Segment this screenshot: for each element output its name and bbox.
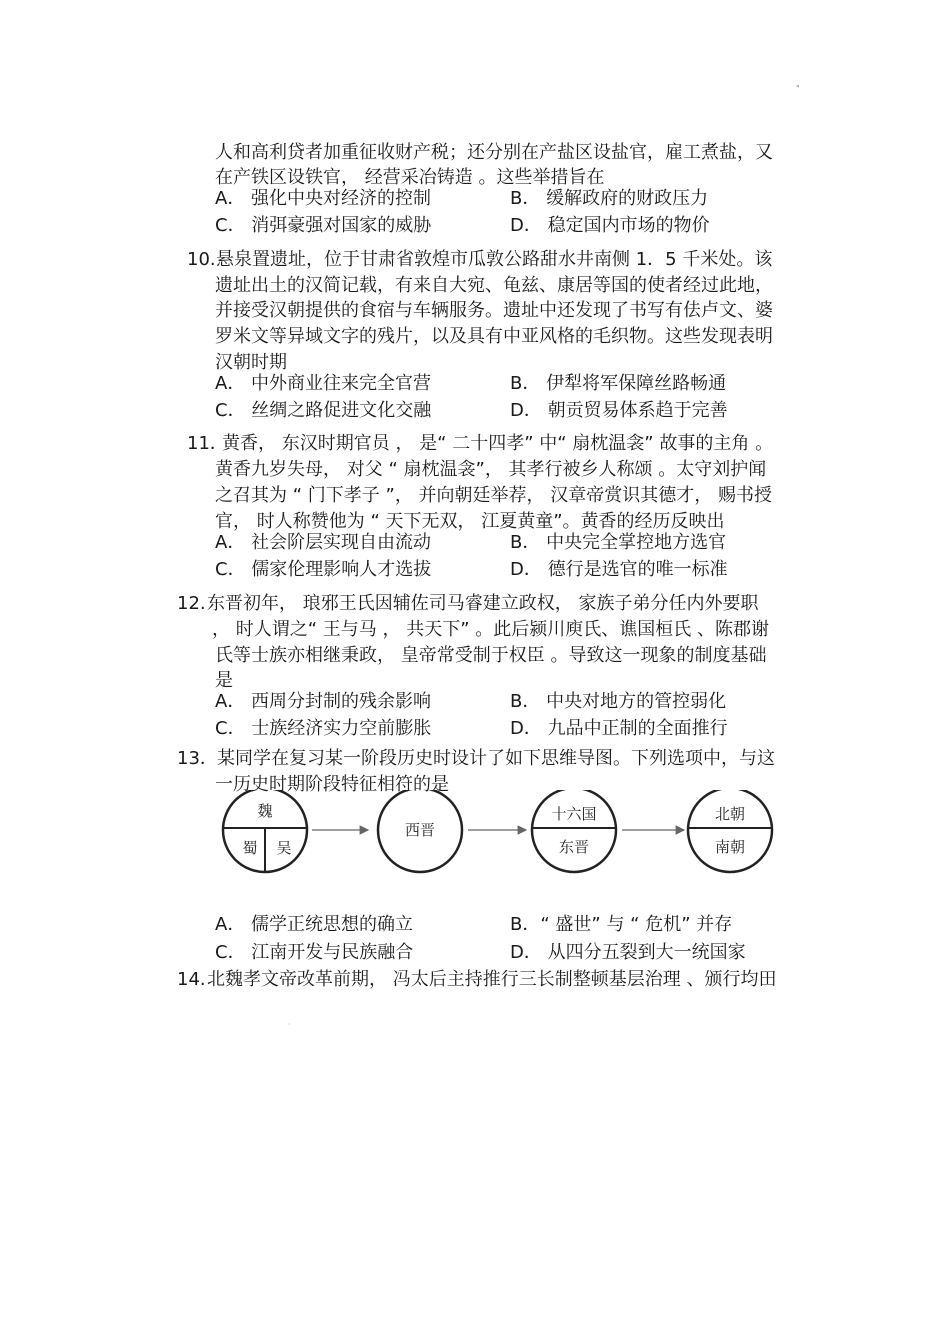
q11-option-b: B． 中央完全掌控地方选官 [510, 532, 727, 553]
circle-northern-southern [688, 790, 772, 872]
q12-line-4: 是 [215, 670, 233, 691]
q9-line-1: 人和高利贷者加重征收财产税；还分别在产盐区设盐官，雇工煮盐，又 [215, 142, 773, 163]
q12-option-b: B． 中央对地方的管控弱化 [510, 691, 727, 712]
q10-line-1: 悬泉置遗址，位于甘肃省敦煌市瓜敦公路甜水井南侧 1．5 千米处。该 [216, 249, 773, 270]
q10-line-4: 罗米文等异域文字的残片，以及具有中亚风格的毛织物。这些发现表明 [215, 326, 773, 347]
label-wu: 吴 [276, 839, 292, 857]
circle-sixteen-kingdoms [532, 790, 616, 872]
q9-option-a: A． 强化中央对经济的控制 [215, 188, 432, 209]
q13-option-b: B．“ 盛世” 与 “ 危机” 并存 [510, 914, 733, 935]
q12-option-a: A． 西周分封制的残余影响 [215, 691, 432, 712]
q10-option-a: A． 中外商业往来完全官营 [215, 373, 432, 394]
q12-option-d: D． 九品中正制的全面推行 [510, 718, 728, 739]
q12-line-2: ， 时人谓之“ 王与马 ， 共天下” 。此后颍川庾氏、谯国桓氏 、陈郡谢 [212, 619, 769, 640]
q13-line-2: 一历史时期阶段特征相符的是 [215, 774, 449, 795]
q11-option-d: D． 德行是选官的唯一标准 [510, 559, 728, 580]
label-shu: 蜀 [242, 839, 258, 857]
q13-option-a: A． 儒学正统思想的确立 [215, 914, 414, 935]
label-wei: 魏 [257, 802, 273, 820]
circle-three-kingdoms [223, 790, 307, 872]
q13-option-c: C． 江南开发与民族融合 [215, 942, 414, 963]
q10-line-5: 汉朝时期 [215, 352, 287, 373]
q11-line-4: 官， 时人称赞他为 “ 天下无双， 江夏黄童”。黄香的经历反映出 [215, 511, 725, 532]
label-eastern-jin: 东晋 [558, 838, 590, 856]
q11-number: 11． [187, 433, 228, 454]
stray-dot: · [288, 1020, 291, 1029]
q9-line-2: 在产铁区设铁官， 经营采冶铸造 。这些举措旨在 [215, 167, 605, 188]
label-sixteen-kingdoms: 十六国 [551, 805, 597, 823]
label-northern-dynasties: 北朝 [714, 805, 746, 823]
circle-western-jin [378, 790, 462, 872]
dynasty-mind-map [210, 790, 790, 880]
page-corner-mark: " [796, 84, 800, 93]
q11-option-a: A． 社会阶层实现自由流动 [215, 532, 432, 553]
q11-line-1: 黄香， 东汉时期官员 ， 是“ 二十四孝” 中“ 扇枕温衾” 故事的主角 。 [222, 433, 774, 454]
q13-option-d: D． 从四分五裂到大一统国家 [510, 942, 746, 963]
q9-option-b: B． 缓解政府的财政压力 [510, 188, 709, 209]
q11-line-3: 之召其为 “ 门下孝子 ”， 并向朝廷举荐， 汉章帝赏识其德才， 赐书授 [215, 485, 772, 506]
q10-option-c: C． 丝绸之路促进文化交融 [215, 400, 432, 421]
q10-line-2: 遗址出土的汉简记载，有来自大宛、龟兹、康居等国的使者经过此地， [215, 275, 773, 296]
q9-option-d: D． 稳定国内市场的物价 [510, 215, 710, 236]
q10-number: 10. [187, 249, 216, 270]
q10-line-3: 并接受汉朝提供的食宿与车辆服务。遗址中还发现了书写有佉卢文、婆 [215, 300, 773, 321]
q10-option-b: B． 伊犁将军保障丝路畅通 [510, 373, 727, 394]
q13-line-1: 某同学在复习某一阶段历史时设计了如下思维导图。下列选项中，与这 [217, 748, 775, 769]
q11-option-c: C． 儒家伦理影响人才选拔 [215, 559, 432, 580]
q13-number: 13． [177, 748, 218, 769]
q14-number: 14. [177, 969, 206, 990]
label-southern-dynasties: 南朝 [714, 838, 746, 856]
q11-line-2: 黄香九岁失母， 对父 “ 扇枕温衾”， 其孝行被乡人称颂 。太守刘护闻 [215, 459, 767, 480]
q12-option-c: C． 士族经济实力空前膨胀 [215, 718, 432, 739]
q10-option-d: D． 朝贡贸易体系趋于完善 [510, 400, 728, 421]
label-western-jin: 西晋 [404, 821, 436, 839]
q9-option-c: C． 消弭豪强对国家的威胁 [215, 215, 432, 236]
q12-line-3: 氏等士族亦相继秉政， 皇帝常受制于权臣 。导致这一现象的制度基础 [215, 645, 767, 666]
q14-line-1: 北魏孝文帝改革前期， 冯太后主持推行三长制整顿基层治理 、颁行均田 [207, 969, 777, 990]
q12-number: 12. [177, 593, 206, 614]
q12-line-1: 东晋初年， 琅邪王氏因辅佐司马睿建立政权， 家族子弟分任内外要职 [207, 593, 759, 614]
